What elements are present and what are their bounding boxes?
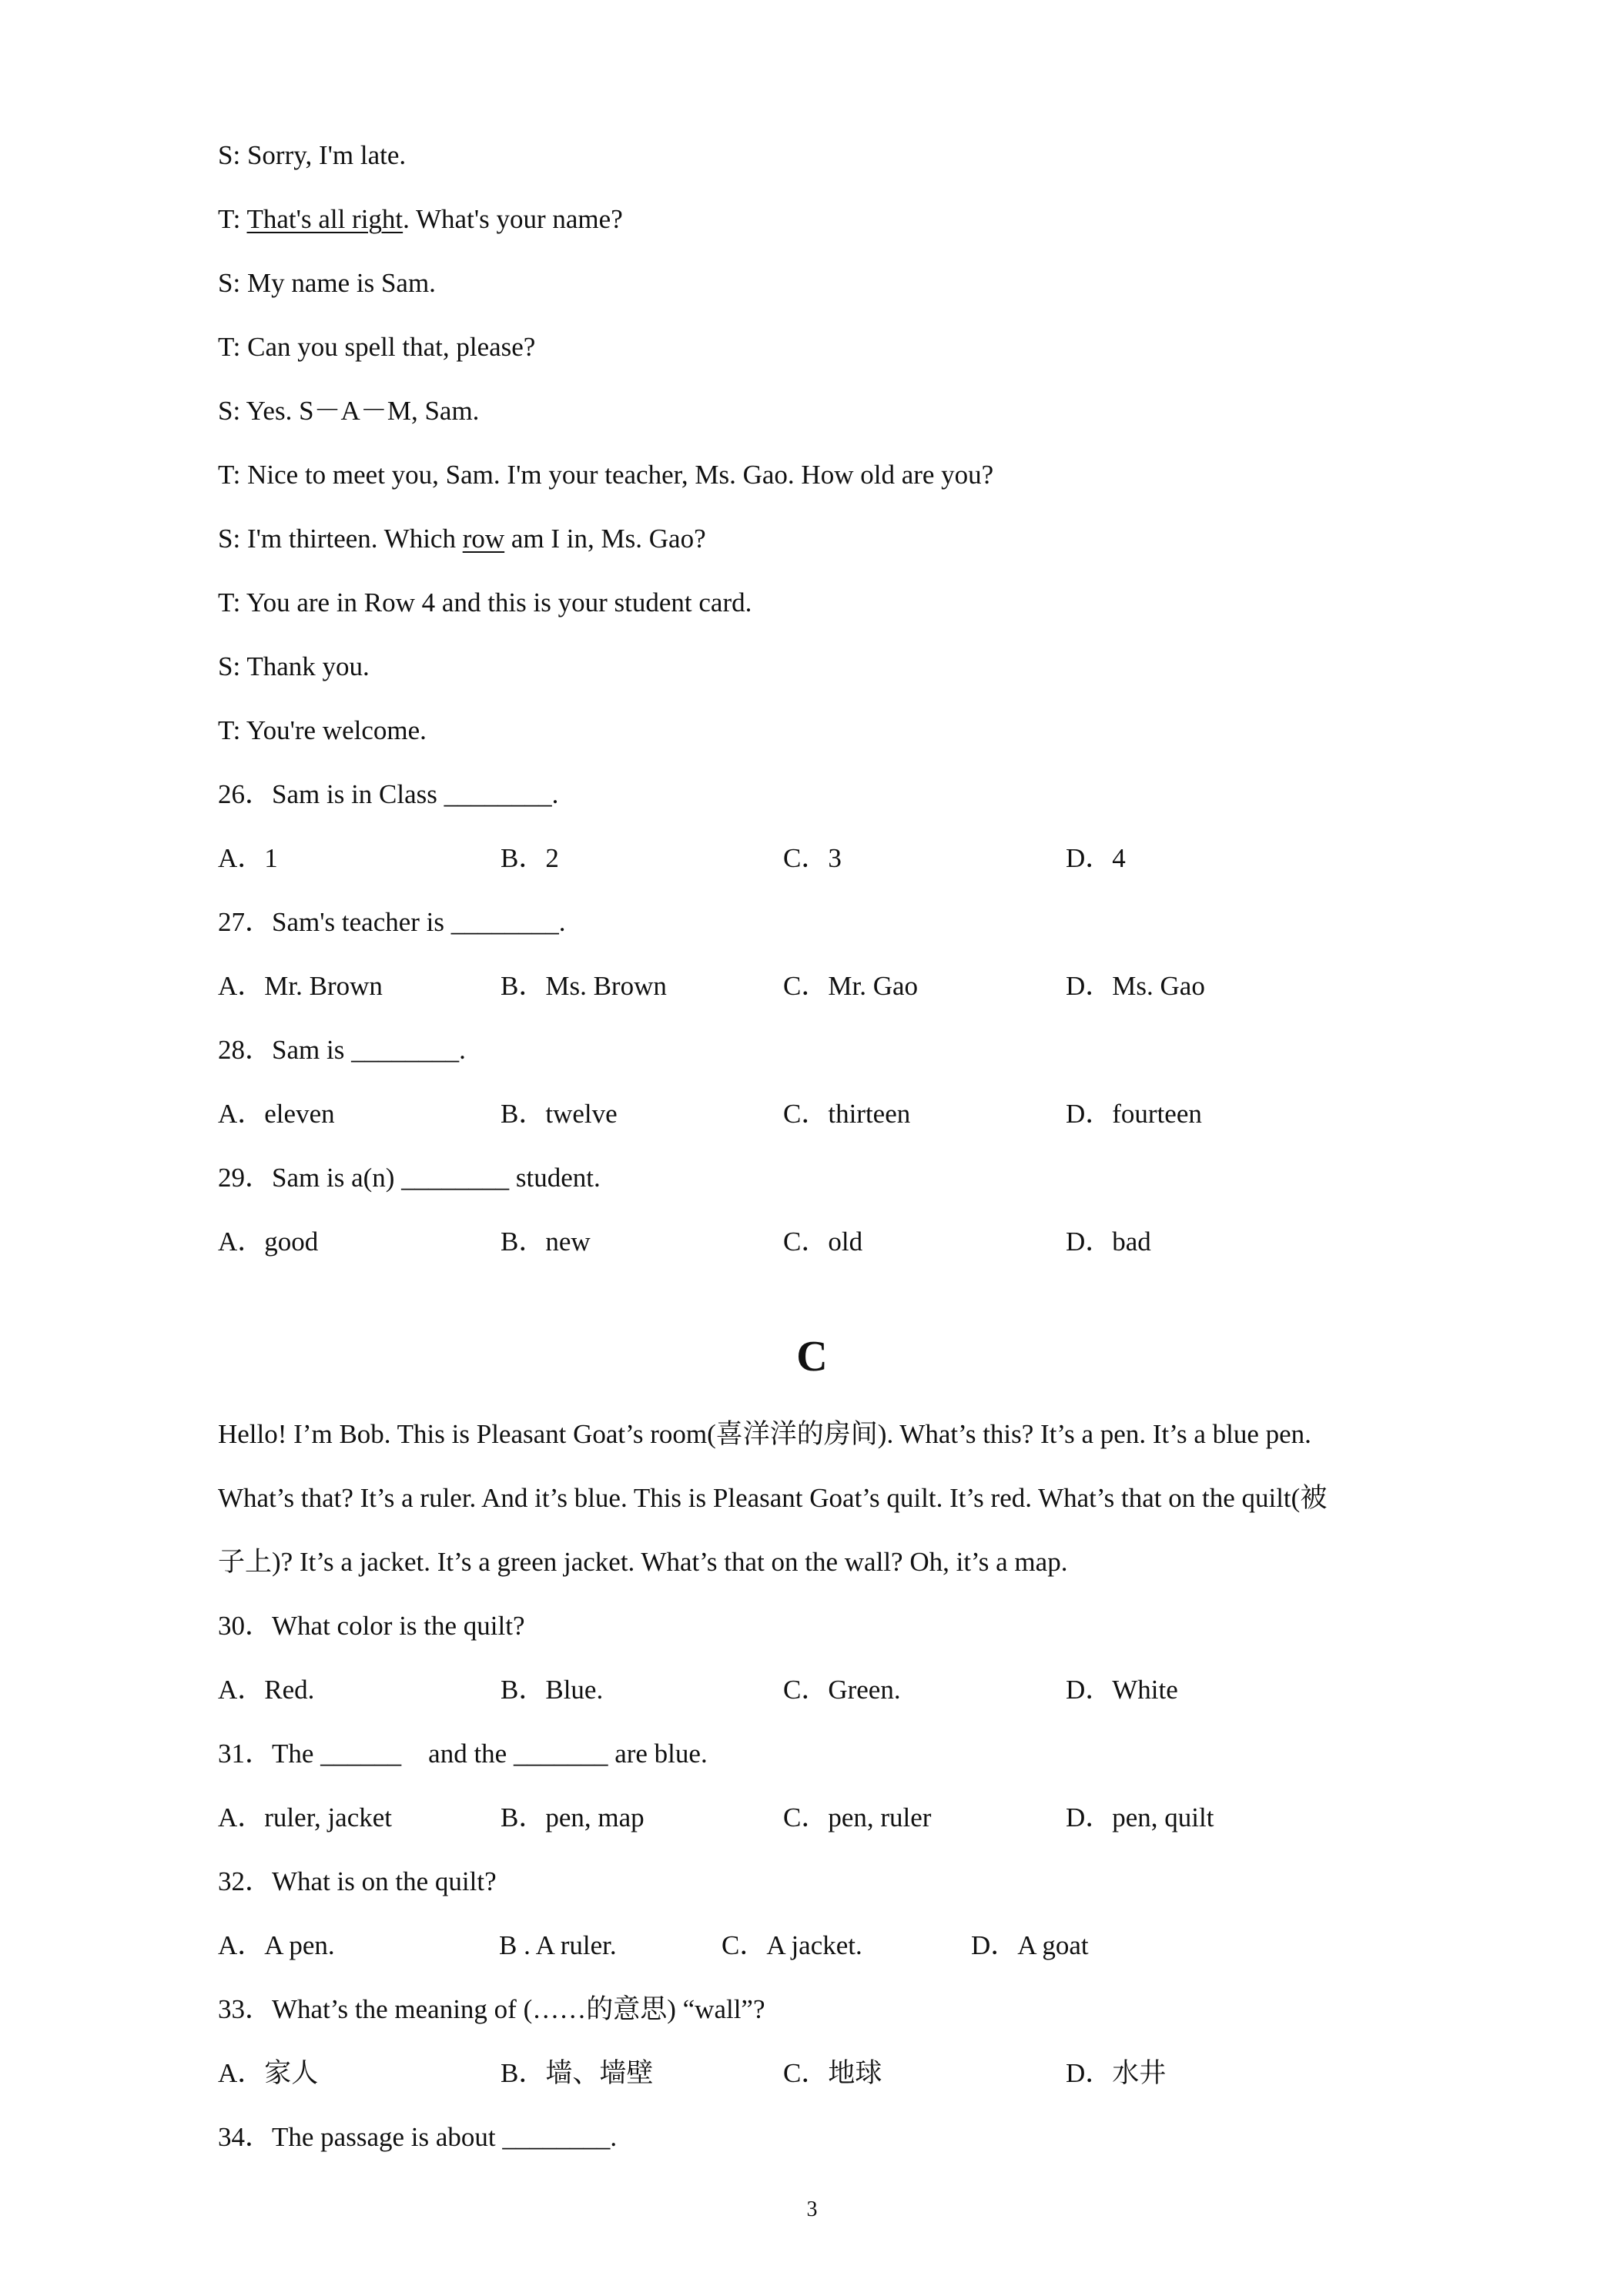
option-d[interactable]: D．A goat (971, 1930, 1089, 1960)
option-d[interactable]: D．4 (1066, 843, 1126, 873)
underlined-phrase: That's all right (246, 204, 403, 234)
option-d[interactable]: D．Ms. Gao (1066, 971, 1205, 1001)
option-c[interactable]: C．A jacket. (722, 1930, 862, 1960)
option-c[interactable]: C．3 (783, 843, 842, 873)
dialogue-line: T: Nice to meet you, Sam. I'm your teacher, Ms. Gao. How old are you? (218, 460, 994, 490)
option-d[interactable]: D．bad (1066, 1227, 1151, 1257)
passage-line: What’s that? It’s a ruler. And it’s blue. This is Pleasant Goat’s quilt. It’s red. What’s that on the quilt(被 (218, 1483, 1328, 1513)
option-b[interactable]: B．new (501, 1227, 591, 1257)
option-a[interactable]: A．Red. (218, 1675, 315, 1705)
underlined-word: row (462, 524, 505, 554)
question-stem: 30．What color is the quilt? (218, 1611, 525, 1641)
option-a[interactable]: A．ruler, jacket (218, 1802, 392, 1832)
option-d[interactable]: D．fourteen (1066, 1099, 1202, 1129)
option-c[interactable]: C．pen, ruler (783, 1802, 932, 1832)
question-stem: 29．Sam is a(n) ________ student. (218, 1163, 601, 1193)
dialogue-line: T: That's all right. What's your name? (218, 204, 623, 234)
option-d[interactable]: D．White (1066, 1675, 1178, 1705)
option-b[interactable]: B．2 (501, 843, 559, 873)
option-d[interactable]: D．水井 (1066, 2058, 1167, 2088)
option-row (218, 1673, 1450, 1707)
option-c[interactable]: C．thirteen (783, 1099, 911, 1129)
option-d[interactable]: D．pen, quilt (1066, 1802, 1214, 1832)
dialogue-line: T: You're welcome. (218, 715, 427, 745)
question-stem: 27．Sam's teacher is ________. (218, 907, 566, 937)
option-row (218, 969, 1450, 1003)
dialogue-line: T: You are in Row 4 and this is your student card. (218, 587, 752, 618)
dialogue-line: S: My name is Sam. (218, 268, 436, 298)
page-number: 3 (806, 2197, 818, 2221)
passage-line: Hello! I’m Bob. This is Pleasant Goat’s room(喜洋洋的房间). What’s this? It’s a pen. It’s a blue pen. (218, 1419, 1311, 1449)
option-b[interactable]: B．twelve (501, 1099, 618, 1129)
passage-line: 子上)? It’s a jacket. It’s a green jacket. What’s that on the wall? Oh, it’s a map. (218, 1547, 1068, 1577)
question-stem: 32．What is on the quilt? (218, 1866, 497, 1896)
question-stem: 28．Sam is ________. (218, 1035, 466, 1065)
question-stem: 31．The ______ and the _______ are blue. (218, 1739, 708, 1769)
option-b[interactable]: B．Ms. Brown (501, 971, 667, 1001)
question-stem: 34．The passage is about ________. (218, 2122, 618, 2152)
option-row (218, 842, 1450, 875)
option-row (218, 2057, 1450, 2090)
dialogue-line: S: Thank you. (218, 651, 370, 681)
dialogue-line: S: I'm thirteen. Which row am I in, Ms. Gao? (218, 524, 706, 554)
dialogue-line: S: Yes. S－A－M, Sam. (218, 396, 480, 426)
option-a[interactable]: A．1 (218, 843, 278, 873)
section-heading: C (796, 1333, 828, 1381)
option-c[interactable]: C．Green. (783, 1675, 901, 1705)
option-b[interactable]: B．Blue. (501, 1675, 604, 1705)
question-stem: 26．Sam is in Class ________. (218, 779, 559, 809)
option-b[interactable]: B．墙、墙壁 (501, 2058, 654, 2088)
option-a[interactable]: A．家人 (218, 2058, 319, 2088)
option-a[interactable]: A．good (218, 1227, 319, 1257)
option-a[interactable]: A．A pen. (218, 1930, 335, 1960)
option-c[interactable]: C．Mr. Gao (783, 971, 919, 1001)
option-c[interactable]: C．地球 (783, 2058, 882, 2088)
option-a[interactable]: A．eleven (218, 1099, 335, 1129)
question-stem: 33．What’s the meaning of (……的意思) “wall”? (218, 1994, 765, 2024)
dialogue-line: T: Can you spell that, please? (218, 332, 536, 362)
option-row (218, 1929, 1450, 1963)
option-b[interactable]: B . A ruler. (499, 1930, 617, 1960)
option-b[interactable]: B．pen, map (501, 1802, 645, 1832)
option-row (218, 1225, 1450, 1259)
option-row (218, 1097, 1450, 1131)
option-row (218, 1801, 1450, 1835)
option-a[interactable]: A．Mr. Brown (218, 971, 383, 1001)
dialogue-line: S: Sorry, I'm late. (218, 140, 407, 170)
option-c[interactable]: C．old (783, 1227, 863, 1257)
